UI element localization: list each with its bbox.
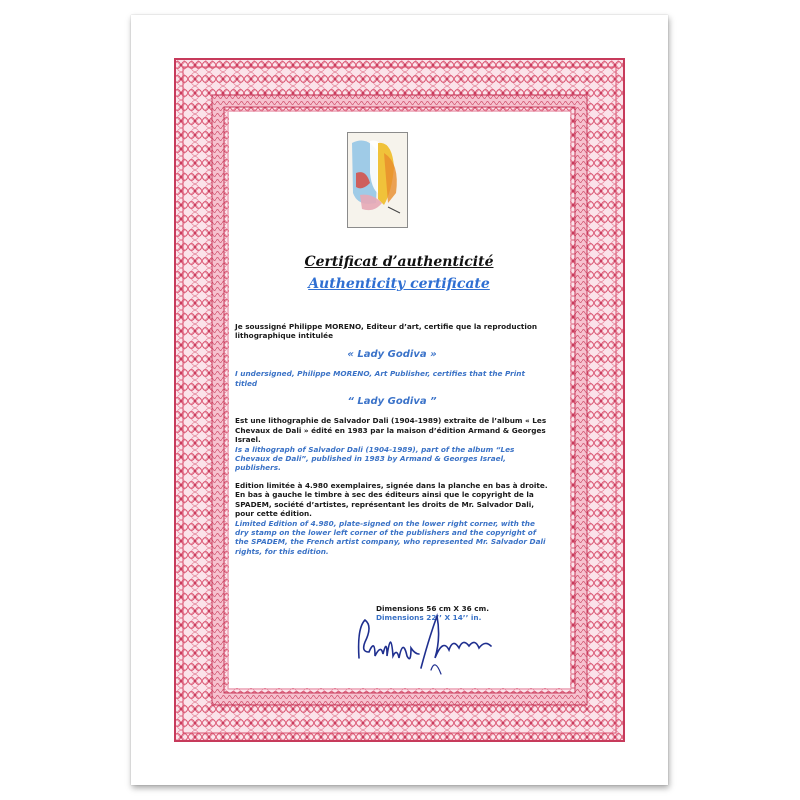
artwork-thumbnail [347,132,408,228]
dimensions-imperial: Dimensions 22’’ X 14’’ in. [376,613,482,623]
certificate-content [229,112,569,688]
edition-english: Limited Edition of 4.980, plate-signed on the lower right corner, with the dry stamp on the lower left corner of the publishers and the copyright of the SPADEM, the French artist company, who represented Mr. Salvador Dali rights, for this edition. [235,518,546,556]
description-english: Is a lithograph of Salvador Dali (1904-1989), part of the album “Les Chevaux de Dali”, published in 1983 by Armand & Georges Israel, publishers. [235,444,515,473]
intro-french: Je soussigné Philippe MORENO, Editeur d’art, certifie que la reproduction lithographique intitulée [235,322,538,341]
dimensions-metric: Dimensions 56 cm X 36 cm. [376,604,489,613]
title-english: Authenticity certificate [308,276,490,292]
edition-french: Edition limitée à 4.980 exemplaires, signée dans la planche en bas à droite. En bas à gauche le timbre à sec des éditeurs ainsi que le copyright de la SPADEM, société d’artistes, représentant les droits de Mr. Salvador Dali, pour cette édition. [235,480,548,519]
signature [351,608,501,678]
artwork-title-english: “ Lady Godiva ” [347,396,437,408]
description-french: Est une lithographie de Salvador Dali (1904-1989) extraite de l’album « Les Chevaux de Dali » édité en 1983 par la maison d’édition Armand & Georges Israel. [235,416,547,445]
artwork-title-french: « Lady Godiva » [347,348,437,360]
certificate-body [235,322,549,556]
intro-english: I undersigned, Philippe MORENO, Art Publisher, certifies that the Print titled [235,369,525,388]
certificate-sheet [131,15,668,785]
title-french: Certificat d’authenticité [304,254,494,270]
